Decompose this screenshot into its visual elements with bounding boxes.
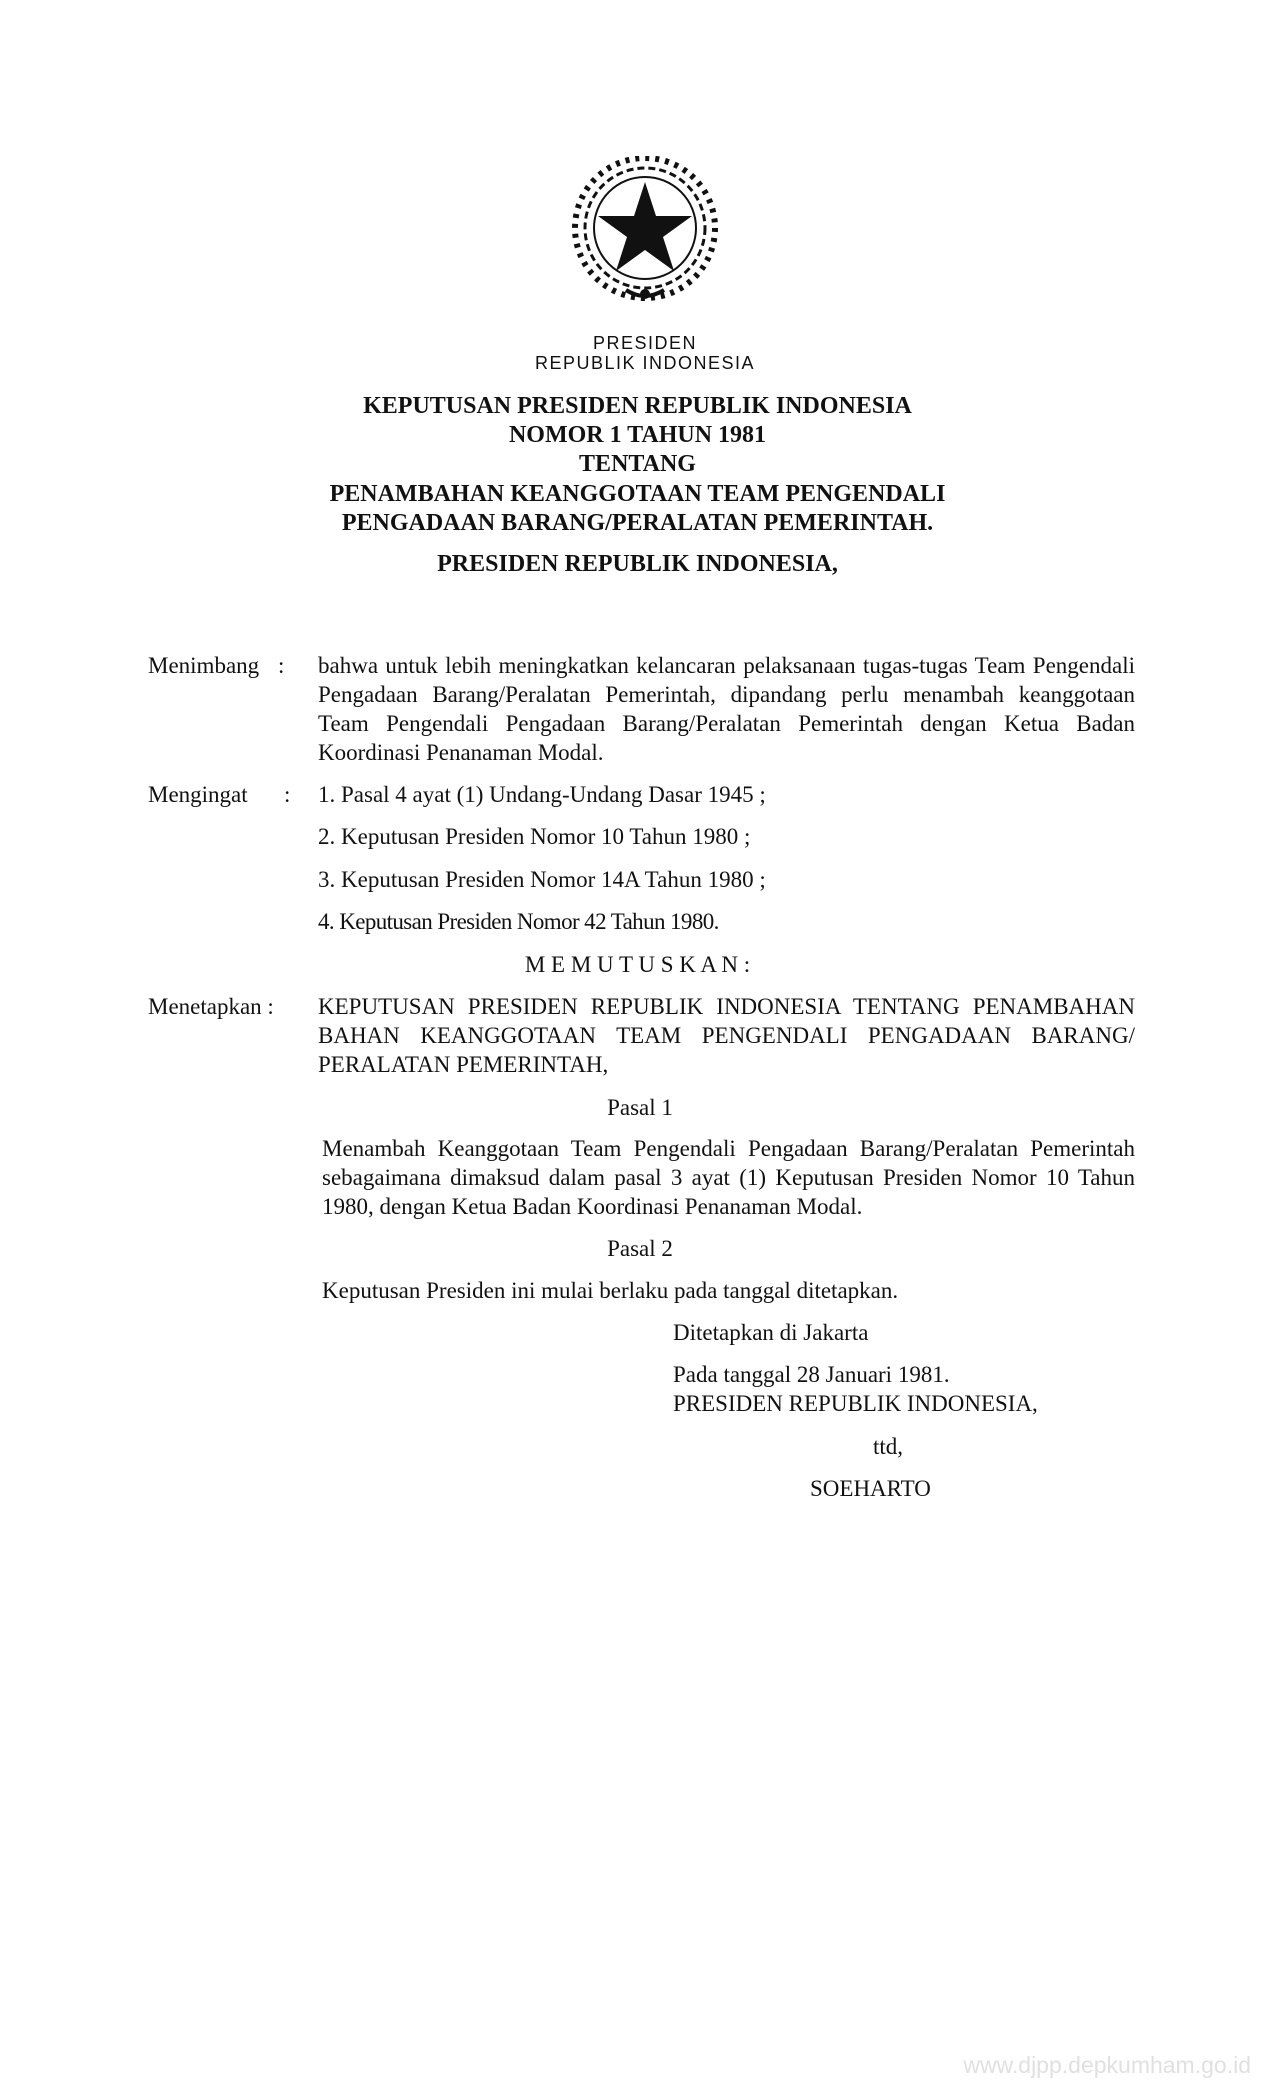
pasal-2-heading: Pasal 2 — [607, 1236, 673, 1261]
memutuskan-heading: M E M U T U S K A N : — [524, 952, 751, 977]
menetapkan-text: KEPUTUSAN PRESIDEN REPUBLIK INDONESIA TENTANG PENAMBAHAN BAHAN KEANGGOTAAN TEAM PENGENDALI PENGADAAN BARANG/ PERALATAN PEMERINTAH, — [318, 994, 1135, 1077]
menimbang-label: Menimbang — [148, 653, 260, 678]
menimbang-colon: : — [278, 653, 285, 678]
title-line-4: PENAMBAHAN KEANGGOTAAN TEAM PENGENDALI — [329, 481, 946, 507]
signature-date: Pada tanggal 28 Januari 1981. — [673, 1362, 950, 1387]
title-line-2: NOMOR 1 TAHUN 1981 — [508, 422, 767, 448]
title-line-6: PRESIDEN REPUBLIK INDONESIA, — [437, 551, 838, 577]
pasal-2-text: Keputusan Presiden ini mulai berlaku pada tanggal ditetapkan. — [322, 1278, 899, 1303]
menimbang-text: bahwa untuk lebih meningkatkan kelancaran pelaksanaan tugas-tugas Team Pengendali Pengadaan Barang/Peralatan Pemerintah, dipandang perlu menambah keanggotaan Team Pengendali Pengadaan Barang/Peralatan Pemerintah dengan Ketua Badan Koordinasi Penanaman Modal. — [318, 653, 1135, 765]
pasal-1-heading: Pasal 1 — [607, 1095, 673, 1120]
menetapkan-label: Menetapkan : — [148, 994, 274, 1019]
signature-ttd: ttd, — [873, 1434, 904, 1459]
emblem-caption-republik: REPUBLIK INDONESIA — [534, 353, 756, 373]
title-line-5: PENGADAAN BARANG/PERALATAN PEMERINTAH. — [341, 510, 934, 536]
signature-place: Ditetapkan di Jakarta — [673, 1320, 869, 1345]
pasal-1-text: Menambah Keanggotaan Team Pengendali Pengadaan Barang/Peralatan Pemerintah sebagaimana dimaksud dalam pasal 3 ayat (1) Keputusan Presiden Nomor 10 Tahun 1980, dengan Ketua Badan Koordinasi Penanaman Modal. — [322, 1136, 1135, 1219]
signature-name: SOEHARTO — [810, 1476, 931, 1501]
signature-office: PRESIDEN REPUBLIK INDONESIA, — [673, 1391, 1038, 1416]
mengingat-item-2: 2. Keputusan Presiden Nomor 10 Tahun 1980 ; — [318, 824, 751, 849]
mengingat-colon: : — [284, 782, 291, 807]
mengingat-item-4: 4. Keputusan Presiden Nomor 42 Tahun 1980. — [318, 909, 719, 934]
watermark-url: www.djpp.depkumham.go.id — [963, 2052, 1251, 2078]
garuda-star-wreath-icon — [566, 156, 724, 306]
mengingat-label: Mengingat — [148, 782, 248, 807]
mengingat-item-1: 1. Pasal 4 ayat (1) Undang-Undang Dasar 1945 ; — [318, 782, 766, 807]
title-line-1: KEPUTUSAN PRESIDEN REPUBLIK INDONESIA — [363, 393, 912, 419]
title-line-3: TENTANG — [579, 451, 696, 477]
emblem-caption-presiden: PRESIDEN — [592, 333, 698, 353]
mengingat-item-3: 3. Keputusan Presiden Nomor 14A Tahun 1980 ; — [318, 867, 766, 892]
